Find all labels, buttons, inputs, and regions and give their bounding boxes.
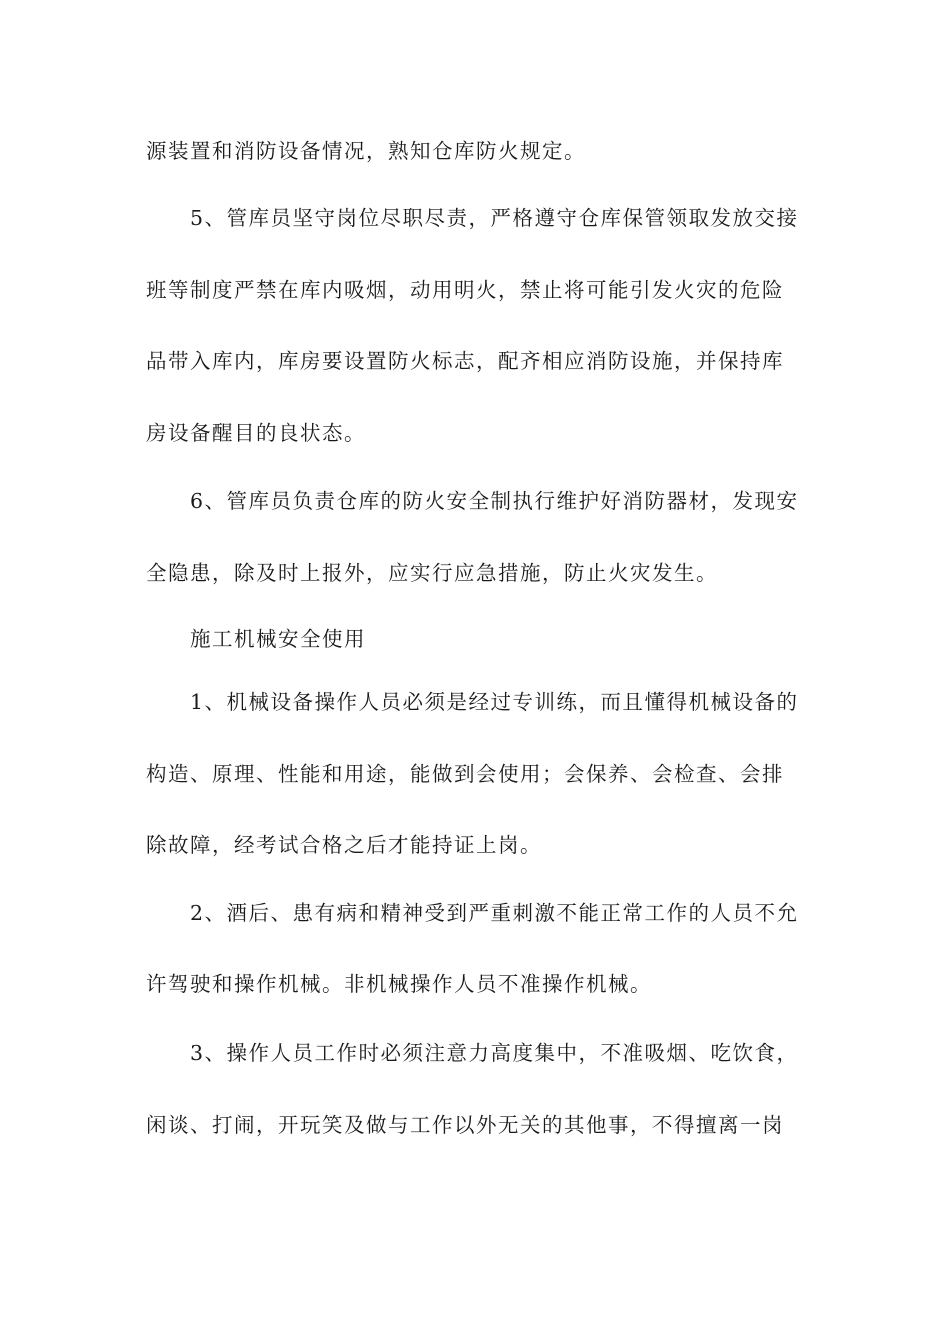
text-line: 2、酒后、患有病和精神受到严重刺激不能正常工作的人员不允 xyxy=(190,901,799,925)
text-line: 闲谈、打闹，开玩笑及做与工作以外无关的其他事，不得擅离一岗 xyxy=(146,1113,784,1137)
text-line: 3、操作人员工作时必须注意力高度集中，不准吸烟、吃饮食， xyxy=(190,1041,799,1065)
text-line: 除故障，经考试合格之后才能持证上岗。 xyxy=(146,833,542,857)
text-line: 5、管库员坚守岗位尽职尽责，严格遵守仓库保管领取发放交接 xyxy=(190,206,799,230)
text-line: 1、机械设备操作人员必须是经过专训练，而且懂得机械设备的 xyxy=(190,690,799,714)
text-line: 全隐患，除及时上报外，应实行应急措施，防止火灾发生。 xyxy=(146,561,718,585)
text-line: 源装置和消防设备情况，熟知仓库防火规定。 xyxy=(146,139,586,163)
text-line: 构造、原理、性能和用途，能做到会使用；会保养、会检查、会排 xyxy=(146,762,784,786)
section-heading: 施工机械安全使用 xyxy=(190,627,366,651)
text-line: 班等制度严禁在库内吸烟，动用明火，禁止将可能引发火灾的危险 xyxy=(146,278,784,302)
text-line: 许驾驶和操作机械。非机械操作人员不准操作机械。 xyxy=(146,972,652,996)
text-line: 房设备醒目的良状态。 xyxy=(146,421,366,445)
text-line: 6、管库员负责仓库的防火安全制执行维护好消防器材，发现安 xyxy=(190,489,799,513)
text-line: 品带入库内，库房要设置防火标志，配齐相应消防设施，并保持库 xyxy=(146,349,784,373)
